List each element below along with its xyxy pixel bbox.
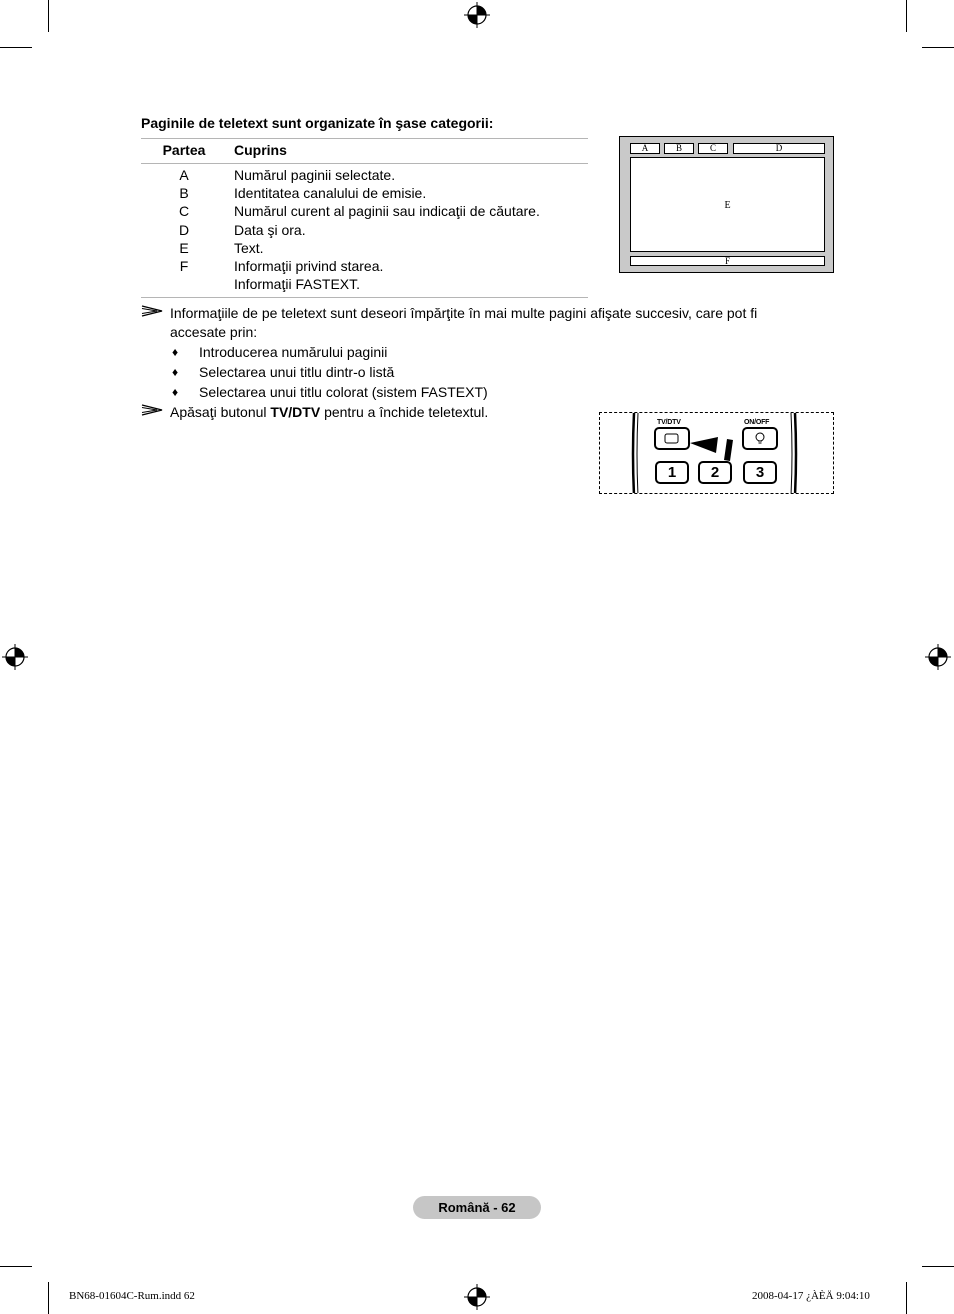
part-letter: E: [179, 239, 189, 256]
table-header: [141, 139, 588, 164]
content-description: Numărul paginii selectate.: [234, 167, 396, 183]
crop-mark: [922, 1266, 954, 1267]
bullet-text: Selectarea unui titlu colorat (sistem FASTEXT): [199, 384, 488, 400]
remote-control-illustration: [599, 412, 834, 494]
slug-file-name: BN68-01604C-Rum.indd 62: [69, 1290, 195, 1302]
bullet-text: Selectarea unui titlu dintr-o listă: [199, 364, 395, 380]
part-letter: A: [179, 167, 189, 183]
section-heading: Paginile de teletext sunt organizate în şase categorii:: [141, 115, 494, 131]
number-button-3: 3: [743, 461, 777, 484]
content-description: Identitatea canalului de emisie.: [234, 185, 427, 202]
registration-mark-icon: [925, 644, 951, 670]
label-b: B: [664, 143, 694, 154]
label-c: C: [698, 143, 728, 154]
slug-timestamp: 2008-04-17 ¿ÀÈÄ 9:04:10: [752, 1290, 870, 1302]
label-d: D: [733, 143, 825, 154]
number-button-1: 1: [655, 461, 689, 484]
part-letter: C: [178, 203, 190, 220]
label-e: E: [724, 200, 731, 211]
crop-mark: [48, 0, 49, 32]
label-f: F: [630, 256, 825, 266]
content-descriptions-column: [234, 166, 540, 293]
crop-mark: [0, 1266, 32, 1267]
tv-dtv-label: TV/DTV: [657, 419, 681, 426]
crop-mark: [906, 0, 907, 32]
note-text: Informaţiile de pe teletext sunt deseori împărţite în mai multe pagini afişate succesiv, care pot fi accesate prin:: [170, 305, 758, 340]
part-letters-column: [141, 166, 227, 275]
tv-dtv-button-name: TV/DTV: [270, 404, 321, 420]
diamond-bullet-icon: ♦: [172, 385, 179, 399]
part-letter: D: [178, 221, 190, 238]
column-header-part: Partea: [162, 142, 206, 158]
text-area: [630, 157, 825, 252]
page-number-badge: Română - 62: [413, 1196, 541, 1219]
categories-table: [141, 138, 588, 298]
part-letter: F: [179, 257, 189, 274]
crop-mark: [48, 1282, 49, 1314]
diamond-bullet-icon: ♦: [172, 365, 179, 379]
diamond-bullet-icon: ♦: [172, 345, 179, 359]
note-text-prefix: Apăsaţi butonul: [170, 404, 271, 420]
registration-mark-icon: [464, 1284, 490, 1310]
column-header-content: Cuprins: [234, 142, 287, 158]
bullet-text: Introducerea numărului paginii: [199, 344, 388, 360]
content-description: Data şi ora.: [234, 221, 306, 238]
registration-mark-icon: [2, 644, 28, 670]
crop-mark: [906, 1282, 907, 1314]
on-off-label: ON/OFF: [744, 419, 770, 426]
number-button-2: 2: [698, 461, 732, 484]
label-a: A: [630, 143, 660, 154]
content-description: Text.: [234, 239, 264, 256]
content-description: Numărul curent al paginii sau indicaţii de căutare.: [234, 203, 540, 220]
note-arrow-icon: [141, 303, 163, 319]
note-arrow-icon: [141, 402, 163, 418]
crop-mark: [0, 47, 32, 48]
crop-mark: [922, 47, 954, 48]
content-description: Informaţii FASTEXT.: [234, 276, 361, 293]
teletext-screen-diagram: [619, 136, 834, 273]
registration-mark-icon: [464, 2, 490, 28]
note-text-suffix: pentru a închide teletextul.: [320, 404, 489, 420]
part-letter: B: [179, 185, 189, 202]
content-description: Informaţii privind starea.: [234, 257, 384, 274]
